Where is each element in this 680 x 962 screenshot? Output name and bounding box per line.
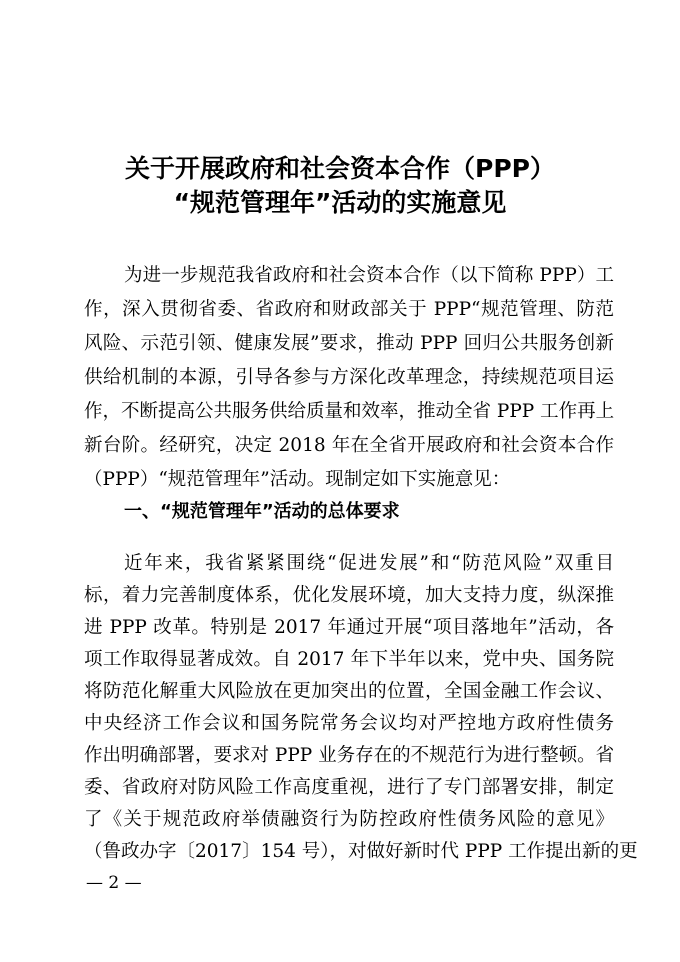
paragraph-line: 风险、示范引领、健康发展”要求，推动 PPP 回归公共服务创新 [84, 333, 614, 354]
paragraph-line: 为进一步规范我省政府和社会资本合作（以下简称 PPP）工 [124, 265, 614, 286]
paragraph-line: 作，深入贯彻省委、省政府和财政部关于 PPP“规范管理、防范 [84, 299, 614, 320]
document-title-line-2: “规范管理年”活动的实施意见 [173, 188, 507, 217]
paragraph-line: 将防范化解重大风险放在更加突出的位置，全国金融工作会议、 [84, 681, 614, 702]
paragraph-line: 近年来，我省紧紧围绕“促进发展”和“防范风险”双重目 [124, 553, 614, 574]
paragraph-line: 了《关于规范政府举债融资行为防控政府性债务风险的意见》 [84, 809, 614, 830]
page-number: — 2 — [86, 873, 142, 893]
paragraph-line: 项工作取得显著成效。自 2017 年下半年以来，党中央、国务院 [84, 649, 614, 670]
section-heading: 一、“规范管理年”活动的总体要求 [124, 501, 400, 522]
paragraph-line: 标，着力完善制度体系，优化发展环境，加大支持力度，纵深推 [84, 585, 614, 606]
paragraph-line: 供给机制的本源，引导各参与方深化改革理念，持续规范项目运 [84, 367, 614, 388]
paragraph-line: 作出明确部署，要求对 PPP 业务存在的不规范行为进行整顿。省 [84, 745, 615, 766]
paragraph-line: 委、省政府对防风险工作高度重视，进行了专门部署安排，制定 [84, 777, 614, 798]
paragraph-line: 新台阶。经研究，决定 2018 年在全省开展政府和社会资本合作 [84, 435, 614, 456]
paragraph-line: 进 PPP 改革。特别是 2017 年通过开展“项目落地年”活动，各 [84, 617, 614, 638]
paragraph-line: （PPP）“规范管理年”活动。现制定如下实施意见： [84, 469, 511, 490]
document-title-line-1: 关于开展政府和社会资本合作（PPP） [125, 154, 555, 183]
paragraph-line: 作，不断提高公共服务供给质量和效率，推动全省 PPP 工作再上 [84, 401, 615, 422]
paragraph-line: （鲁政办字〔2017〕154 号），对做好新时代 PPP 工作提出新的更 [84, 841, 638, 862]
paragraph-line: 中央经济工作会议和国务院常务会议均对严控地方政府性债务 [84, 713, 614, 734]
